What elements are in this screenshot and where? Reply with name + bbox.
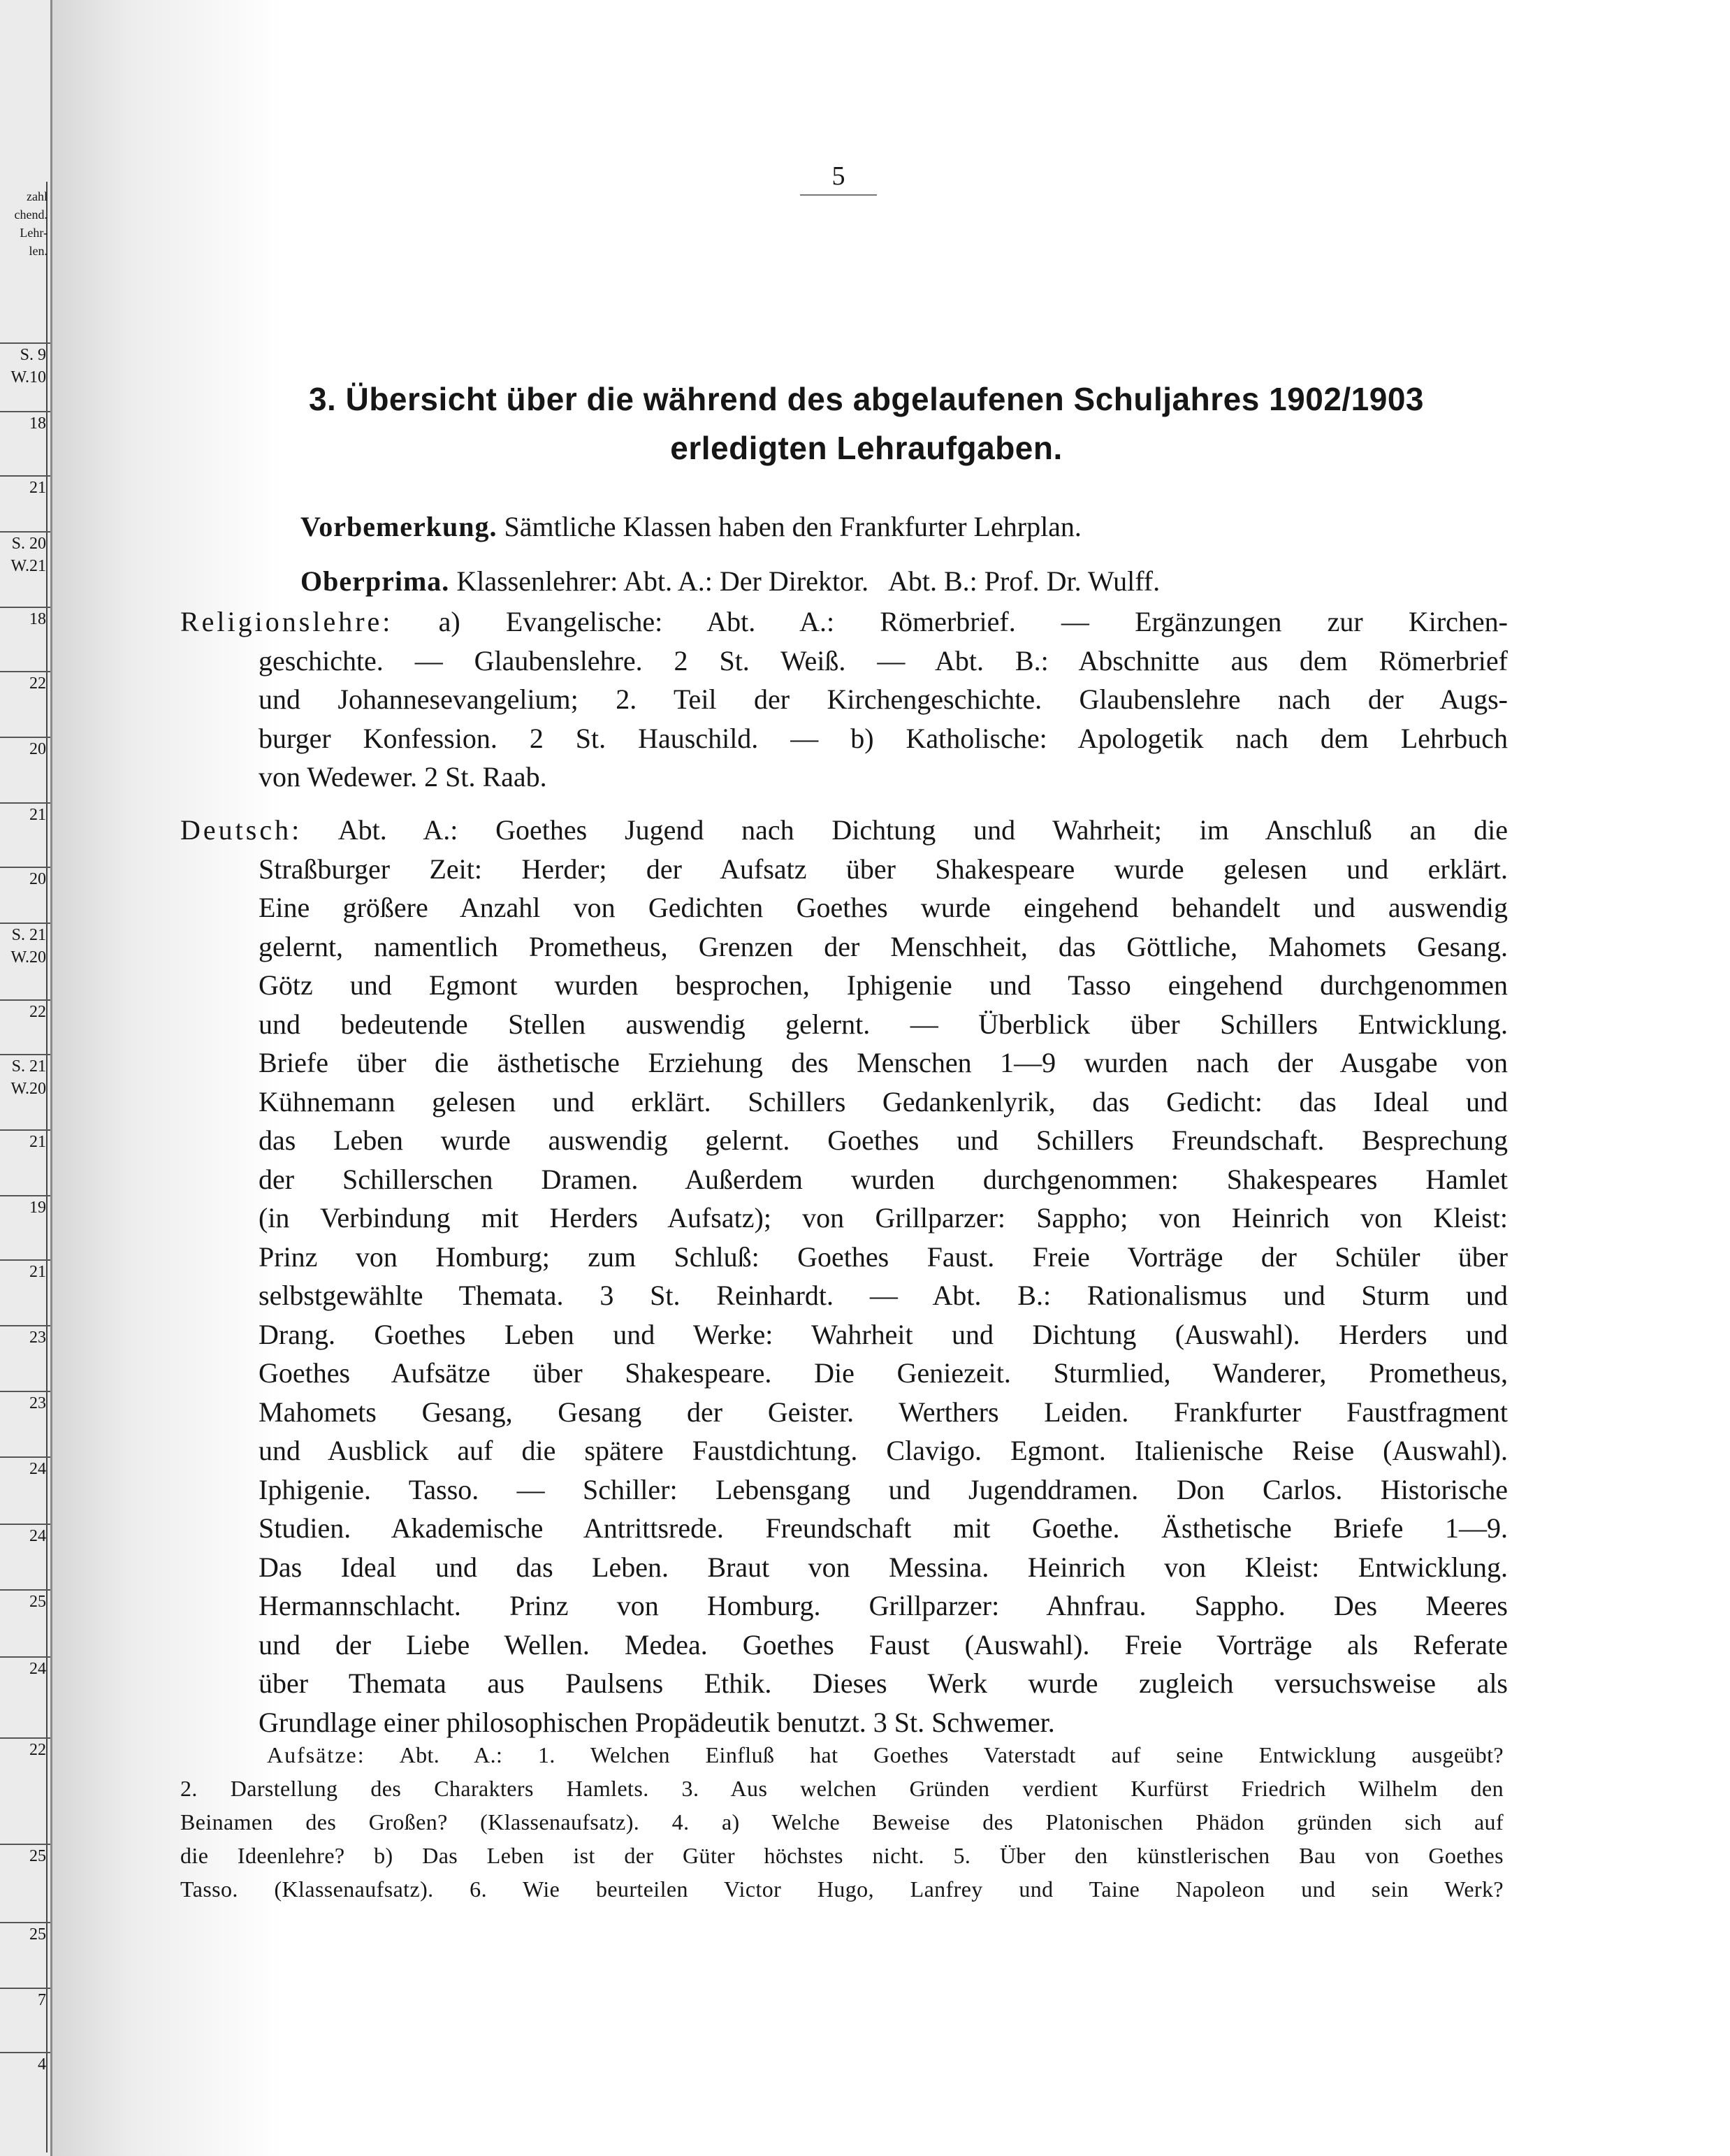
strip-value: 4 (0, 2052, 50, 2076)
section-heading-line-1: 3. Übersicht über die während des abgelaufenen Schuljahres 1902/1903 (308, 381, 1425, 417)
strip-value: 22 (0, 999, 50, 1023)
line-text: Abt. A.: 1. Welchen Einfluß hat Goethes Vaterstadt auf seine Entwicklung ausgeübt? (399, 1742, 1504, 1767)
paragraph-line: (in Verbindung mit Herders Aufsatz); von Grillparzer: Sappho; von Heinrich von Kleist: (259, 1202, 1508, 1233)
paragraph-line: Goethes Aufsätze über Shakespeare. Die Geniezeit. Sturmlied, Wanderer, Prometheus, (259, 1357, 1508, 1389)
paragraph-line (180, 602, 1508, 642)
strip-value: S. 21 W.20 (0, 923, 50, 969)
paragraph-line: Prinz von Homburg; zum Schluß: Goethes Faust. Freie Vorträge der Schüler über (259, 1240, 1508, 1273)
paragraph-line: Briefe über die ästhetische Erziehung des Menschen 1—9 wurden nach der Ausgabe von (259, 1047, 1508, 1078)
strip-value: 18 (0, 607, 50, 630)
strip-value: 21 (0, 1129, 50, 1153)
paragraph-line: burger Konfession. 2 St. Hauschild. — b) Katholische: Apologetik nach dem Lehrbuch (259, 722, 1508, 754)
paragraph-line: und Ausblick auf die spätere Faustdichtung. Clavigo. Egmont. Italienische Reise (Auswahl). (259, 1435, 1508, 1466)
line-text: Abt. A.: Goethes Jugend nach Dichtung und Wahrheit; im Anschluß an die (337, 814, 1508, 846)
page-number-rule (800, 194, 877, 196)
paragraph-line: Hermannschlacht. Prinz von Homburg. Grillparzer: Ahnfrau. Sappho. Des Meeres (259, 1590, 1508, 1621)
subject-label: Religionslehre: (180, 606, 393, 637)
paragraph-line: Iphigenie. Tasso. — Schiller: Lebensgang und Jugenddramen. Don Carlos. Historische (259, 1473, 1508, 1505)
strip-value: 23 (0, 1391, 50, 1415)
paragraph-line: Kühnemann gelesen und erklärt. Schillers Gedankenlyrik, das Gedicht: das Ideal und (259, 1085, 1508, 1117)
paragraph-line (180, 811, 1508, 850)
essay-line (267, 1738, 1504, 1772)
class-teacher-text: Klassenlehrer: Abt. A.: Der Direktor. Abt. B.: Prof. Dr. Wulff. (456, 565, 1161, 597)
preliminary-note (300, 507, 1418, 547)
essay-line: die Ideenlehre? b) Das Leben ist der Güter höchstes nicht. 5. Über den künstlerischen Bau von Goethes (180, 1843, 1504, 1868)
strip-header-line: zahl (27, 189, 48, 203)
strip-header (0, 187, 50, 260)
paragraph-line: und der Liebe Wellen. Medea. Goethes Faust (Auswahl). Freie Vorträge als Referate (259, 1628, 1508, 1661)
paragraph-body (180, 642, 1508, 797)
strip-value: S. 9 W.10 (0, 342, 50, 389)
previous-page-table-strip (0, 0, 52, 2156)
strip-value: 25 (0, 1589, 50, 1613)
essay-line: Tasso. (Klassenaufsatz). 6. Wie beurteilen Victor Hugo, Lanfrey und Taine Napoleon und sein Werk? (180, 1876, 1504, 1902)
strip-value: 20 (0, 737, 50, 760)
strip-value: 21 (0, 802, 50, 826)
paragraph-line: Straßburger Zeit: Herder; der Aufsatz über Shakespeare wurde gelesen und erklärt. (259, 853, 1508, 885)
strip-header-line: chend. (14, 208, 48, 222)
subject-religion (180, 602, 1508, 797)
strip-value: 20 (0, 867, 50, 890)
strip-value: 25 (0, 1844, 50, 1867)
paragraph-line: und Johannesevangelium; 2. Teil der Kirchengeschichte. Glaubenslehre nach der Augs- (259, 683, 1508, 715)
class-label: Oberprima. (300, 565, 450, 597)
line-text: a) Evangelische: Abt. A.: Römerbrief. — Ergänzungen zur Kirchen- (438, 606, 1508, 637)
paragraph-line: der Schillerschen Dramen. Außerdem wurden durchgenommen: Shakespeares Hamlet (259, 1163, 1508, 1195)
paragraph-line: über Themata aus Paulsens Ethik. Dieses Werk wurde zugleich versuchsweise als (259, 1667, 1508, 1699)
subject-deutsch (180, 811, 1508, 1742)
paragraph-line: Das Ideal und das Leben. Braut von Messina. Heinrich von Kleist: Entwicklung. (259, 1551, 1508, 1583)
preliminary-text: Sämtliche Klassen haben den Frankfurter Lehrplan. (504, 511, 1082, 542)
paragraph-line: geschichte. — Glaubenslehre. 2 St. Weiß. — Abt. B.: Abschnitte aus dem Römerbrief (259, 644, 1508, 677)
strip-value: 24 (0, 1524, 50, 1547)
strip-value: 22 (0, 1737, 50, 1761)
strip-value: S. 20 W.21 (0, 531, 50, 577)
paragraph-line: von Wedewer. 2 St. Raab. (259, 761, 547, 793)
paragraph-line: Mahomets Gesang, Gesang der Geister. Werthers Leiden. Frankfurter Faustfragment (259, 1396, 1508, 1428)
paragraph-line: Drang. Goethes Leben und Werke: Wahrheit und Dichtung (Auswahl). Herders und (259, 1318, 1508, 1350)
essay-line: Beinamen des Großen? (Klassenaufsatz). 4. a) Welche Beweise des Platonischen Phädon gründen sich auf (180, 1809, 1504, 1835)
paragraph-line: Götz und Egmont wurden besprochen, Iphigenie und Tasso eingehend durchgenommen (259, 969, 1508, 1001)
paragraph-line: Eine größere Anzahl von Gedichten Goethes wurde eingehend behandelt und auswendig (259, 892, 1508, 923)
strip-header-line: len. (29, 244, 48, 258)
paragraph-line: Grundlage einer philosophischen Propädeutik benutzt. 3 St. Schwemer. (259, 1706, 1055, 1738)
section-heading-line-2: erledigten Lehraufgaben. (670, 430, 1063, 466)
essay-line: 2. Darstellung des Charakters Hamlets. 3. Aus welchen Gründen verdient Kurfürst Friedrich Wilhelm den (180, 1776, 1504, 1801)
section-heading (210, 375, 1523, 472)
strip-value: 19 (0, 1195, 50, 1219)
paragraph-line: Studien. Akademische Antrittsrede. Freundschaft mit Goethe. Ästhetische Briefe 1—9. (259, 1512, 1508, 1544)
strip-value: 24 (0, 1456, 50, 1480)
strip-header-line: Lehr- (20, 226, 48, 240)
paragraph-body (180, 850, 1508, 1742)
preliminary-label: Vorbemerkung. (300, 511, 497, 542)
paragraph-line: gelernt, namentlich Prometheus, Grenzen der Menschheit, das Göttliche, Mahomets Gesang. (259, 930, 1508, 962)
strip-value: 23 (0, 1325, 50, 1349)
essay-topics (180, 1738, 1504, 1906)
paragraph-line: selbstgewählte Themata. 3 St. Reinhardt. — Abt. B.: Rationalismus und Sturm und (259, 1280, 1508, 1311)
strip-value: 21 (0, 475, 50, 499)
strip-value: 24 (0, 1656, 50, 1680)
paragraph-line: und bedeutende Stellen auswendig gelernt. — Überblick über Schillers Entwicklung. (259, 1008, 1508, 1040)
class-oberprima (300, 562, 1488, 601)
subject-label: Deutsch: (180, 814, 303, 846)
page-number: 5 (831, 161, 845, 191)
strip-value: 22 (0, 671, 50, 695)
strip-value: 25 (0, 1922, 50, 1946)
paragraph-line: das Leben wurde auswendig gelernt. Goethes und Schillers Freundschaft. Besprechung (259, 1124, 1508, 1156)
essay-label: Aufsätze: (267, 1742, 365, 1767)
strip-value: 21 (0, 1259, 50, 1283)
strip-value: 7 (0, 1988, 50, 2011)
essay-body (180, 1772, 1504, 1906)
strip-value: S. 21 W.20 (0, 1054, 50, 1100)
strip-value: 18 (0, 411, 50, 435)
